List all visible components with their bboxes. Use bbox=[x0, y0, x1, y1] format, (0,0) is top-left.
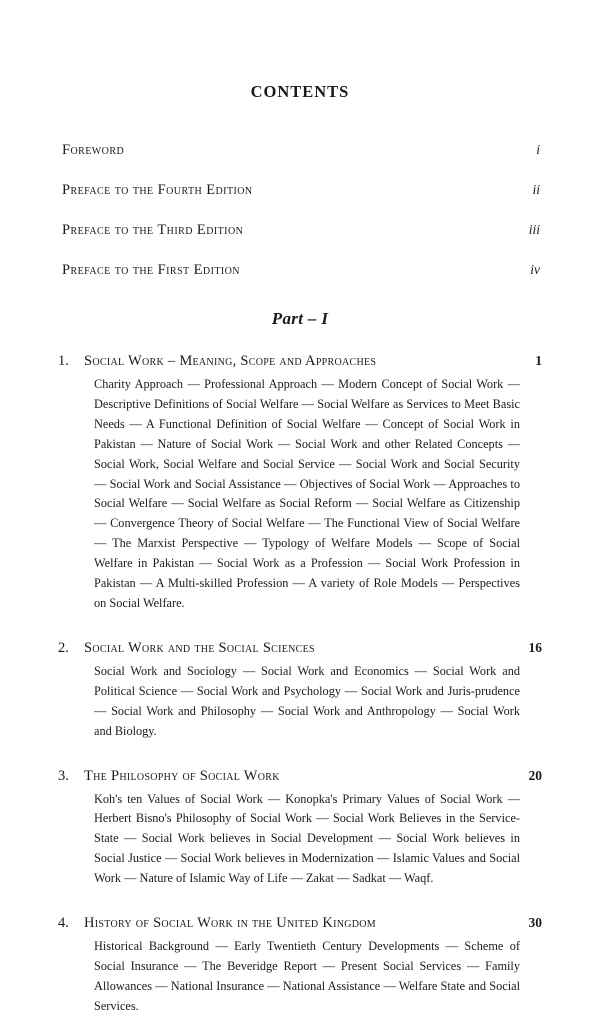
front-matter-page: iv bbox=[530, 262, 540, 277]
chapter-title: Social Work and the Social Sciences bbox=[84, 639, 315, 656]
chapter-heading-row bbox=[56, 768, 544, 785]
chapter-number: 2. bbox=[58, 639, 69, 656]
chapter-page-number: 20 bbox=[528, 767, 542, 783]
front-matter-label: Preface to the Fourth Edition bbox=[62, 182, 253, 198]
front-matter-label: Preface to the First Edition bbox=[62, 262, 240, 278]
chapter-entry bbox=[56, 915, 544, 1017]
chapter-page-number: 1 bbox=[535, 353, 542, 368]
chapter-heading-row bbox=[56, 915, 544, 932]
chapter-title: The Philosophy of Social Work bbox=[84, 767, 280, 784]
chapter-page-number: 16 bbox=[528, 639, 542, 655]
part-heading: Part – I bbox=[271, 309, 329, 328]
chapter-number: 4. bbox=[58, 915, 69, 932]
front-matter-page: ii bbox=[532, 182, 540, 197]
chapter-summary: Historical Background — Early Twentieth Century Developments — Scheme of Social Insurance — The Beveridge Report — Present Social Services — Family Allowances — National Insurance — National Assistance — Welfare State and Social Services. bbox=[94, 939, 520, 1013]
chapter-entry bbox=[56, 640, 544, 742]
page-title: CONTENTS bbox=[250, 82, 350, 101]
chapter-summary: Koh's ten Values of Social Work — Konopka's Primary Values of Social Work — Herbert Bisno's Philosophy of Social Work — Social Work Believes in the Service-State — Social Work believes in Social Development — Social Work believes in Social Justice — Social Work believes in Modernization — Islamic Values and Social Work — Nature of Islamic Way of Life — Zakat — Sadkat — Waqf. bbox=[94, 791, 520, 886]
chapter-heading-row bbox=[56, 353, 544, 370]
front-matter-row bbox=[56, 142, 544, 159]
front-matter-label: Preface to the Third Edition bbox=[62, 222, 244, 238]
chapter-summary: Social Work and Sociology — Social Work and Economics — Social Work and Political Science — Social Work and Psychology — Social Work and Juris-prudence — Social Work and Philosophy — Social Work and Anthropology — Social Work and Biology. bbox=[94, 663, 520, 738]
front-matter-row bbox=[56, 222, 544, 239]
chapter-number: 1. bbox=[58, 353, 69, 369]
front-matter-page: iii bbox=[528, 222, 540, 237]
chapter-page-number: 30 bbox=[528, 915, 542, 931]
chapter-title: History of Social Work in the United Kingdom bbox=[84, 915, 376, 932]
chapter-summary: Charity Approach — Professional Approach — Modern Concept of Social Work — Descriptive Definitions of Social Welfare — Social Welfare as Services to Meet Basic Needs — A Functional Definition of Social Welfare — Concept of Social Work in Pakistan — Nature of Social Work — Social Work and other Related Concepts — Social Work, Social Welfare and Social Service — Social Work and Social Security — Social Work and Social Assistance — Objectives of Social Work — Approaches to Social Welfare — Social Welfare as Social Reform — Social Welfare as Citizenship — Convergence Theory of Social Welfare — The Functional View of Social Welfare — The Marxist Perspective — Typology of Welfare Models — Scope of Social Welfare in Pakistan — Social Work as a Profession — Social Work Profession in Pakistan — A Multi-skilled Profession — A variety of Role Models — Perspectives on Social Welfare. bbox=[94, 377, 520, 610]
front-matter-label: Foreword bbox=[62, 142, 125, 158]
chapter-number: 3. bbox=[58, 767, 69, 784]
front-matter-page: i bbox=[536, 142, 540, 157]
chapter-entry bbox=[56, 353, 544, 614]
chapter-heading-row bbox=[56, 640, 544, 657]
chapter-entry bbox=[56, 768, 544, 890]
front-matter-list bbox=[56, 142, 544, 279]
front-matter-row bbox=[56, 262, 544, 279]
front-matter-row bbox=[56, 182, 544, 199]
chapter-title: Social Work – Meaning, Scope and Approaches bbox=[84, 353, 377, 369]
